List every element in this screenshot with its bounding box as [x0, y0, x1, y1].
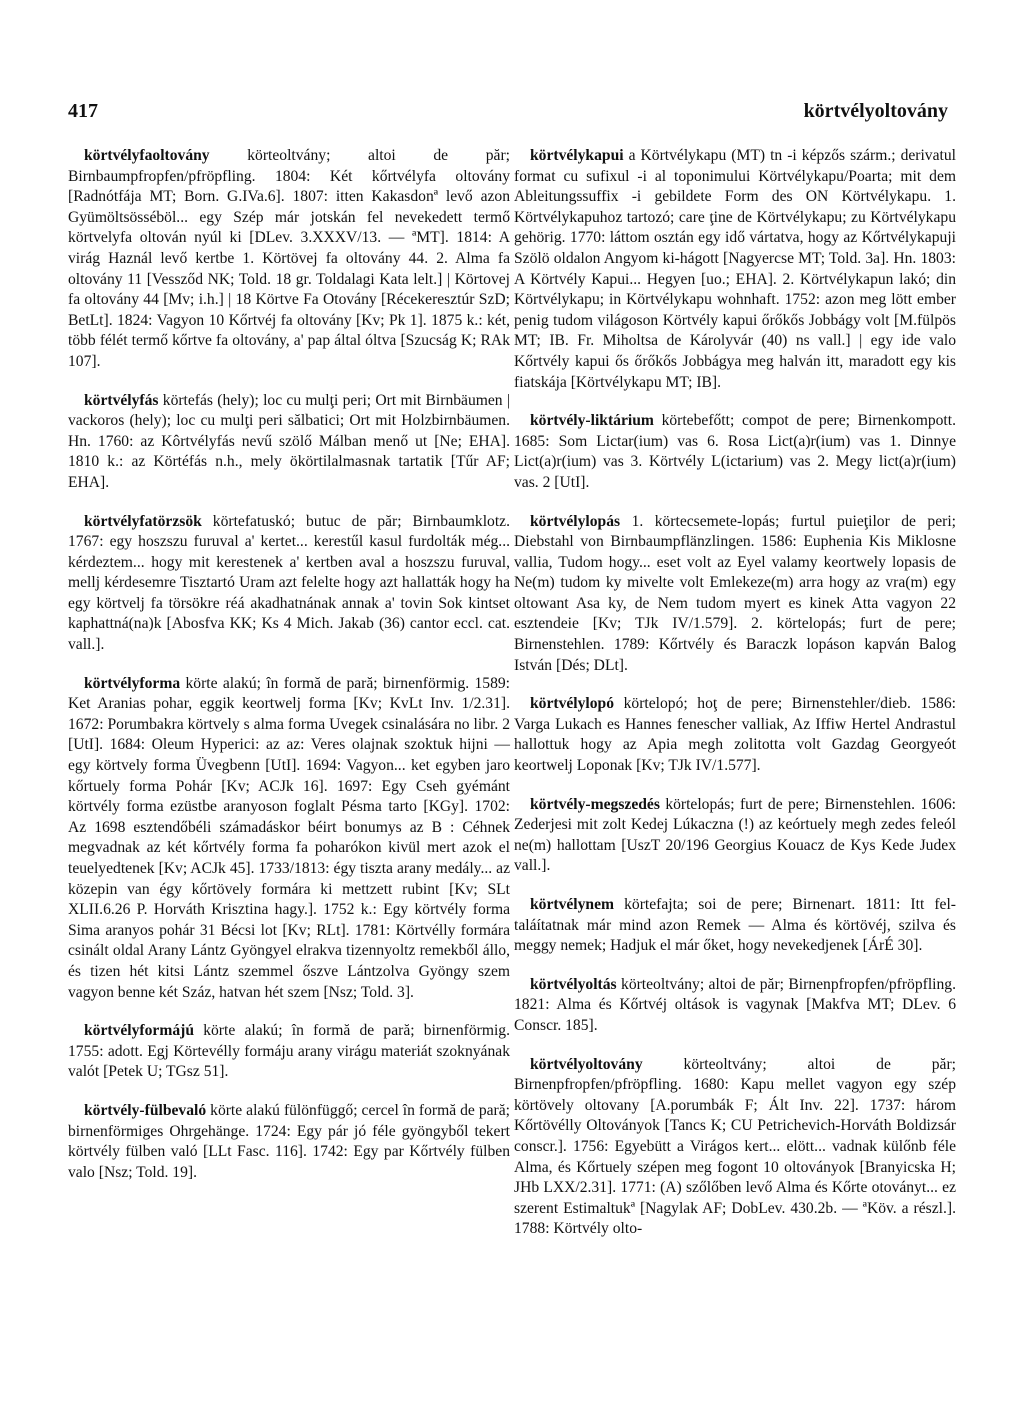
entry-headword: körtvély-liktárium: [530, 412, 654, 430]
entry-headword: körtvélyoltovány: [530, 1055, 643, 1073]
entry-text: körte alakú fülönfüggő; cercel în formă de pară; birnenförmiges Ohrgehänge. 1724: Egy pár jó féle gyöngyből tekert körtvély fülben való [LLt Fasc. 116]. 1742: Egy par Kőrtvély fülben valo [Nsz; Told. 19].: [68, 1101, 510, 1181]
entry-headword: körtvély-fülbevaló: [84, 1101, 207, 1119]
dictionary-entry: [514, 975, 956, 1037]
entry-text: körtefatuskó; butuc de păr; Birnbaumklotz. 1767: egy hoszszu furuval a' kertet... kerestűl kasul furdolták még... kérdeztem... hogy mit kerestenek a' kertben aval a hoszszu furuval, mellj kérdesemre Tisztartó Uram azt felelte hogy azt hallatták hogy ha egy körtvelj fa törsökre réá akadhatnának annak a' tovin Sok kintset kaphattná(na)k [Abosfva KK; Ks 4 Mich. Jakab (36) cantor eccl. cat. vall.].: [68, 512, 510, 654]
entry-text: körteoltvány; altoi de păr; Birnenpfropfen/pfröpfling. 1821: Alma és Kőrtvéj oltások is vagynak [Makfva MT; DLev. 6 Conscr. 185].: [514, 975, 956, 1034]
dictionary-entry: [514, 146, 956, 393]
page-number: 417: [68, 100, 98, 122]
right-column: [514, 146, 956, 1258]
entry-text: körtelopás; furt de pere; Birnenstehlen. 1606: Zederjesi mit zolt Kedej Lúkaczna (!) az keórtuely megh zedes feleól ne(m) hallottam [UszT 20/196 Georgius Kouacz de Kys Kede Judex vall.].: [514, 795, 956, 875]
entry-headword: körtvélyfatörzsök: [84, 512, 202, 530]
entry-headword: körtvélykapui: [530, 147, 624, 164]
entry-headword: körtvélylopás: [530, 512, 621, 530]
dictionary-entry: [68, 391, 510, 494]
entry-headword: körtvélylopó: [530, 695, 615, 713]
entry-headword: körtvélyforma: [84, 674, 181, 692]
entry-headword: körtvélyfaoltovány: [84, 147, 210, 164]
dictionary-entry: [514, 895, 956, 957]
entry-text: körtelopó; hoţ de pere; Birnenstehler/dieb. 1586: Varga Lukach es Hannes fenescher valliak, Az Iffiw Hertel Andrastul hallottuk hogy az Apia megh zolitotta volt Gazdag Georgyeót keortwelj Loponak [Kv; TJk IV/1.577].: [514, 695, 956, 775]
dictionary-entry: [514, 411, 956, 493]
entry-text: körteoltvány; altoi de păr; Birnenpfropfen/pfröpfling. 1680: Kapu mellet vagyon egy szép körtövely oltovany [A.porumbák F; Ált Inv. 22]. 1737: három Kőrtövélly Oltoványok [Tancs K; CU Petrichevich-Horváth Boldizsár conscr.]. 1756: Egyebütt a Virágos kert... elött... vadnak külőnb féle Alma, és Kőrtuely szépen meg fogont 10 oltoványok [Branyicska H; JHb LXX/2.31]. 1771: (A) szőlőben levő Alma és Kőrte otoványt... ez szerent Estimaltukª [Nagylak AF; DobLev. 430.2b. — ªKöv. a részl.]. 1788: Körtvély olto-: [514, 1055, 956, 1238]
entry-text: 1. körtecsemete-lopás; furtul puieţilor de peri; Diebstahl von Birnbaumpflänzlingen. 1586: Euphenia Kis Miklosne vallia, Tudom hogy... eset volt az Eyel valamy keortwely lopasis de Ne(m) tudom ky mivelte volt Emlekeze(m) arra hogy az vra(m) egy oltowant Asa ky, de Nem tudom myert es kinek Atta vagyon 22 esztendeie [Kv; TJk IV/1.579]. 2. körtelopás; furt de pere; Birnenstehlen. 1789: Kőrtvély és Baraczk lopáson kapván Balog István [Dés; DLt].: [514, 512, 956, 674]
dictionary-entry: [514, 795, 956, 877]
entry-text: a Körtvélykapu (MT) tn -i képzős szárm.; derivatul format cu sufixul -i al toponimului Körtvélykapu/Poarta; mit dem Ableitungssuffix -i gebildete Form des ON Körtvélykapu. 1. Körtvélykapuhoz tartozó; care ţine de Körtvélykapu; zu Körtvélykapu gehörig. 1770: láttom osztán egy idő vártatva, hogy az Kőrtvélykapuji Szölö oldalon Angyom ki-hágott [Nagyercse MT; Told. 3a]. Hn. 1803: A Körtvély Kapui... Hegyen [uo.; EHA]. 2. Körtvélykapun lakó; din Körtvélykapu; in Körtvélykapu wohnhaft. 1752: azon meg lött ember penig tudom világoson Körtvély kapui őrőkős Jobbágy volt [M.fülpös MT; IB. Fr. Miholtsa de Károlyvár (40) ns vall.] | egy ide valo Kőrtvély kapui ős őrőkős Jobbágya meg halván itt, maradott egy kis fiatskája [Körtvélykapu MT; IB].: [514, 147, 956, 391]
dictionary-entry: [68, 1101, 510, 1183]
entry-headword: körtvélyfás: [84, 391, 159, 409]
dictionary-entry: [514, 512, 956, 677]
dictionary-entry: [514, 694, 956, 776]
dictionary-entry: [68, 674, 510, 1004]
dictionary-entry: [68, 512, 510, 656]
entry-headword: körtvélynem: [530, 896, 615, 913]
entry-text: körteoltvány; altoi de păr; Birnbaumpfropfen/pfröpfling. 1804: Két kőrtvélyfa oltovány [Radnótfája MT; Born. G.IVa.6]. 1807: itten Kakasdonª levő azon Gyümöltsösséböl... egy Szép már jotskán fel nevekedett termő körtvelyfa oltován nyúl ki [DLev. 3.XXXV/13. — ªMT]. 1814: A virág Haznál levő kertbe 1. Körtövej fa oltovány 44. 2. Alma fa oltovány 11 [Vessződ NK; Told. 18 gr. Toldalagi Kata lelt.] | Körtovej fa oltovány 44 [Mv; i.h.] | 18 Körtve Fa Otovány [Récekeresztúr SzD; BetLt]. 1824: Vagyon 10 Kőrtvéj fa oltovány [Kv; Pk 1]. 1875 k.: két, több félét termő kőrtve fa oltovány, a' pap által óltva [Szucság K; RAk 107].: [68, 147, 510, 370]
left-column: [68, 146, 510, 1201]
entry-headword: körtvély-megszedés: [530, 795, 660, 813]
dictionary-entry: [514, 1055, 956, 1240]
entry-headword: körtvélyformájú: [84, 1022, 194, 1040]
entry-text: körte alakú; în formă de pară; birnenförmig. 1755: adott. Egj Körtevélly formáju arany virágu materiát szoknyának valót [Petek U; TGsz 51].: [68, 1022, 510, 1081]
dictionary-entry: [68, 146, 510, 373]
entry-text: körtebefőtt; compot de pere; Birnenkompott. 1685: Som Lictar(ium) vas 6. Rosa Lict(a)r(ium) vas 1. Dinnye Lict(a)r(ium) vas 3. Körtvély L(ictarium) vas 2. Megy lict(a)r(ium) vas. 2 [UtI].: [514, 412, 956, 491]
entry-text: körtefás (hely); loc cu mulţi peri; Ort mit Birnbäumen | vackoros (hely); loc cu mulţi peri sălbatici; Ort mit Holzbirnbäumen. Hn. 1760: az Kôrtvélyfás nevű szölő Málban menő ut [Ne; EHA]. 1810 k.: az Körtéfás n.h., mely ökörtilalmasnak tartatik [Tűr AF; EHA].: [68, 391, 510, 491]
entry-text: körtefajta; soi de pere; Birnenart. 1811: Itt fel-taláítatnak már mind azon Remek — Alma és körtövéj, szilva és meggy nemek; Hadjuk el már őket, hogy nevekedjenek [ÁrÉ 30].: [514, 896, 956, 955]
dictionary-entry: [68, 1021, 510, 1083]
entry-text: körte alakú; în formă de pară; birnenförmig. 1589: Ket Aranias pohar, eggik keortwelj forma [Kv; KvLt Inv. 1/2.31]. 1672: Porumbakra körtvely s alma forma Uvegek csinalására no libr. 2 [UtI]. 1684: Oleum Hyperici: az az: Veres olajnak szoktuk hijni — egy körtvely forma Üvegbenn [UtI]. 1694: Vagyon... ket egyben jaro kőrtuely forma Pohár [Kv; ACJk 16]. 1697: Egy Cseh gyémánt körtvély forma ezüstbe aranyoson foglalt Pésma tarto [KGy]. 1702: Az 1698 esztendőbéli számadáskor béirt bonumys az B : Céhnek megvadnak az két kőrtvély forma fa poharókon kivül mert azok el teuelyedtenek [Kv; ACJk 45]. 1733/1813: égy tiszta arany medály... az közepin van égy kőrtövely formára ki mettzett rubint [Kv; SLt XLII.6.26 P. Horváth Krisztina hagy.]. 1752 k.: Egy körtvély forma Sima aranyos pohár 31 Bécsi lot [Kv; RLt]. 1781: Körtvélly formára csinált oldal Arany Lántz Gyöngyel elrakva tizennyoltz remekből állo, és tizen hét kitsi Lántz szemmel őszve Lántzolva Gyöngy szem vagyon benne két Száz, hatvan hét szem [Nsz; Told. 3].: [68, 674, 511, 1001]
entry-headword: körtvélyoltás: [530, 975, 617, 993]
running-head: körtvélyoltovány: [803, 100, 948, 122]
